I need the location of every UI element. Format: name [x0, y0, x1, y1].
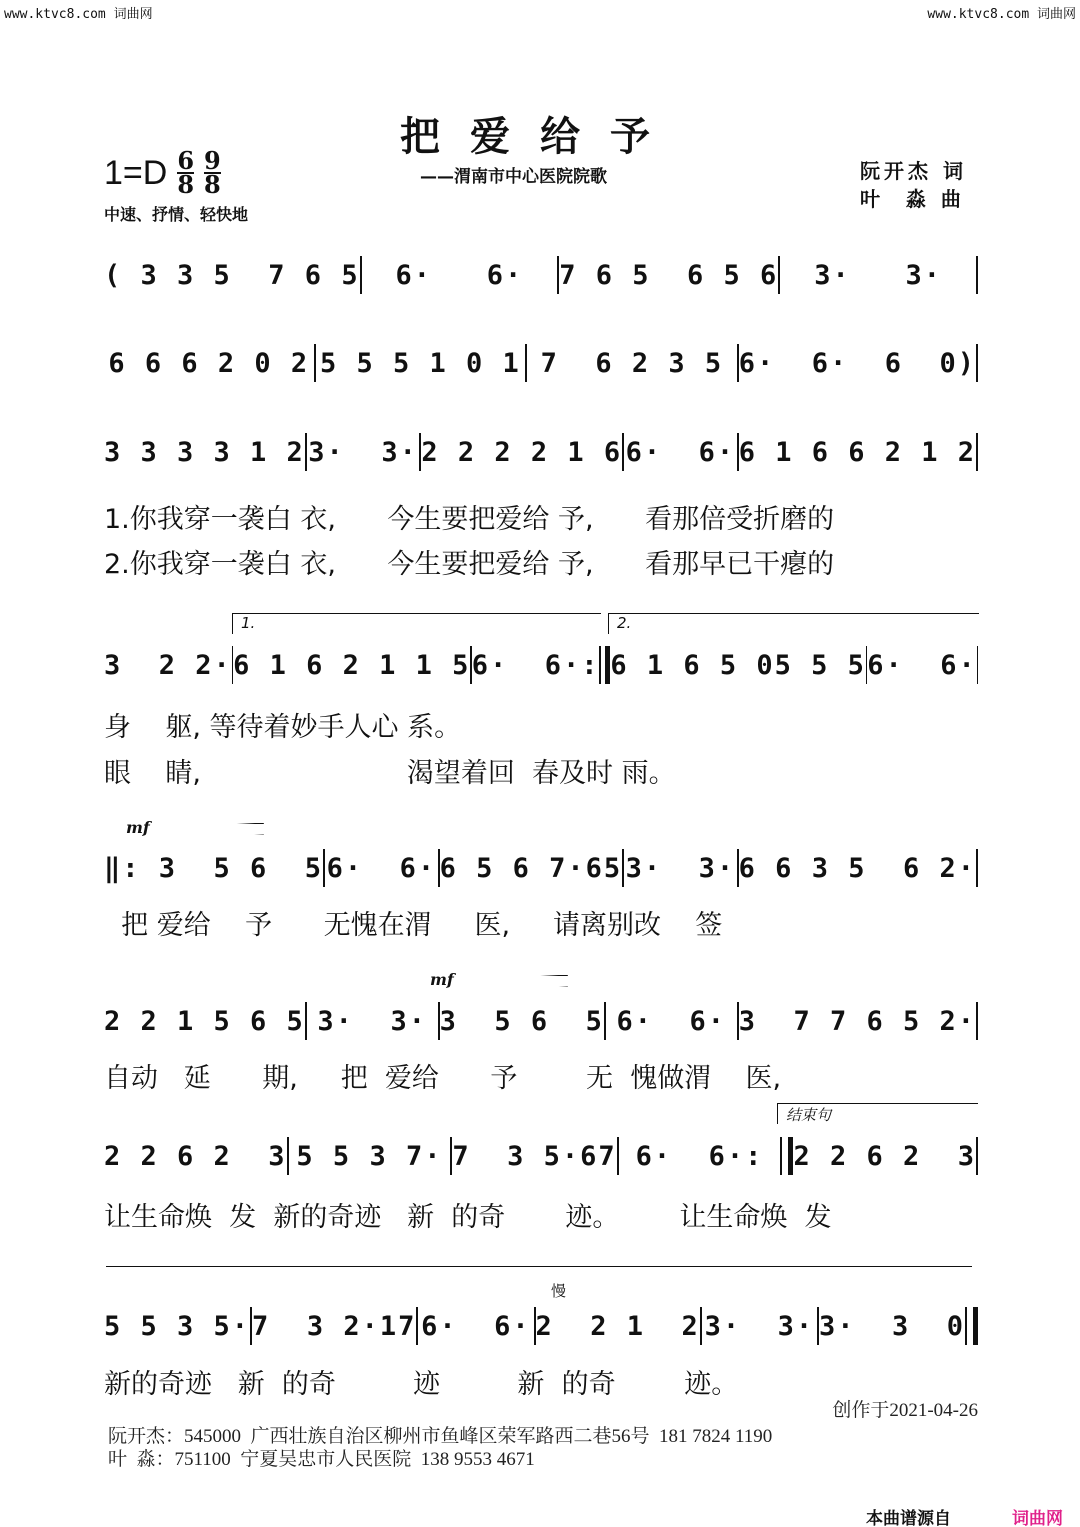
- double-barline: [780, 1137, 793, 1175]
- barline: [976, 433, 978, 471]
- measure: 6 5 6 7·65: [439, 852, 623, 884]
- measure: 2 2 2 2 1 6: [421, 436, 623, 468]
- measure: 3· 3·: [317, 1005, 427, 1037]
- tempo-slow: 慢: [551, 1282, 567, 1300]
- contact-line: 叶 淼：751100 宁夏吴忠市人民医院 138 9553 4671: [108, 1449, 535, 1470]
- key-signature: [104, 146, 221, 199]
- measure: 3· 3·: [814, 259, 943, 291]
- ending-line: [106, 1266, 972, 1267]
- barline: [976, 344, 978, 382]
- lyric-line: 让生命焕 发 新的奇迹 新 的奇 迹。 让生命焕 发: [104, 1202, 832, 1233]
- staff-row: [104, 343, 978, 383]
- dynamic-mf-crescendo: mf: [430, 970, 568, 989]
- measure: 6 6 3 5 6 2·: [738, 852, 976, 884]
- lyric-line: 身 躯, 等待着妙手人心 系。: [104, 712, 462, 743]
- measure: 6· 6·: [326, 852, 437, 884]
- composer: 叶 淼 曲: [860, 187, 965, 211]
- measure: 3· 3·: [704, 1310, 815, 1342]
- tempo-marking: 中速、抒情、轻快地: [104, 205, 249, 224]
- measure: 6· 6·: [867, 649, 977, 681]
- measure: 6· 6·:: [471, 649, 600, 681]
- staff-row: [104, 255, 978, 295]
- measure: 6· 6·:: [635, 1140, 764, 1172]
- measure: 3· 3 0: [818, 1310, 965, 1342]
- measure: 7 6 5 6 5 6: [559, 259, 779, 291]
- lyricist: 阮开杰 词: [860, 159, 967, 183]
- measure: 3 2 2·: [104, 649, 232, 681]
- double-barline: [599, 646, 610, 684]
- measure: 3 7 7 6 5 2·: [738, 1005, 977, 1037]
- measure: 7 3 5·67: [452, 1140, 617, 1172]
- measure: 5 5 3 5·: [104, 1310, 251, 1342]
- measure: 3· 3·: [625, 852, 736, 884]
- double-barline: [965, 1307, 978, 1345]
- staff-row: [104, 1001, 978, 1041]
- measure: ( 3 3 5 7 6 5: [104, 259, 360, 291]
- measure: 2 2 1 5 6 5: [104, 1005, 305, 1037]
- staff-row: [104, 645, 978, 685]
- measure: 6 1 6 2 1 1 5: [233, 649, 471, 681]
- staff-row: [104, 848, 978, 888]
- dynamic-mf-crescendo: mf: [126, 818, 264, 837]
- lyric-line: 2.你我穿一袭白 衣, 今生要把爱给 予, 看那早已干瘪的: [104, 549, 835, 580]
- measure: 6· 6·: [625, 436, 736, 468]
- lyric-line: 把 爱给 予 无愧在渭 医, 请离别改 签: [104, 910, 723, 941]
- lyric-line: 眼 睛, 渴望着回 春及时 雨。: [104, 758, 676, 789]
- staff-row: [104, 1306, 978, 1346]
- lyric-line: 自动 延 期, 把 爱给 予 无 愧做渭 医,: [104, 1063, 782, 1094]
- measure: 3 5 6 5: [439, 1005, 604, 1037]
- measure: 6 6 6 2 0 2: [108, 347, 310, 379]
- staff-row: [104, 432, 978, 472]
- measure: 6· 6·: [616, 1005, 727, 1037]
- measure: 3· 3·: [308, 436, 418, 468]
- subtitle: ——渭南市中心医院院歌: [420, 167, 607, 187]
- lyric-line: 新的奇迹 新 的奇 迹 新 的奇 迹。: [104, 1369, 739, 1400]
- barline: [976, 1137, 978, 1175]
- ending-bracket: 结束句: [777, 1103, 978, 1124]
- measure: 2 2 6 2 3: [104, 1140, 287, 1172]
- volta-2: 2.: [608, 613, 979, 634]
- measure: 7 6 2 3 5: [540, 347, 724, 379]
- measure: 6 1 6 6 2 1 2: [738, 436, 977, 468]
- barline: [976, 849, 978, 887]
- measure: 5 5 3 7·: [296, 1140, 443, 1172]
- time-signature-1: $\frac{6}{8}$: [177, 146, 195, 199]
- song-title: 把爱给予: [400, 113, 680, 160]
- measure: 5 5 5 1 0 1: [319, 347, 521, 379]
- creation-date: 创作于2021-04-26: [832, 1400, 978, 1421]
- measure: 2 2 6 2 3: [793, 1140, 976, 1172]
- source-label: 本曲谱源自: [866, 1509, 951, 1527]
- time-signature-2: $\frac{9}{8}$: [204, 146, 221, 199]
- measure: 6· 6·: [421, 1310, 531, 1342]
- measure: 3 3 3 3 1 2: [104, 436, 305, 468]
- watermark-left: www.ktvc8.com 词曲网: [4, 7, 153, 22]
- measure: 2 2 1 2: [535, 1310, 700, 1342]
- contact-line: 阮开杰：545000 广西壮族自治区柳州市鱼峰区荣军路西二巷56号 181 7824 1190: [108, 1426, 773, 1447]
- measure: 6 1 6 5 05 5 5: [610, 649, 866, 681]
- measure: ‖: 3 5 6 5: [104, 852, 324, 884]
- barline: [977, 646, 978, 684]
- volta-1: 1.: [232, 613, 601, 634]
- measure: 6· 6·: [395, 259, 524, 291]
- measure: 7 3 2·17: [252, 1310, 417, 1342]
- barline: [976, 256, 978, 294]
- barline: [976, 1002, 978, 1040]
- staff-row: [104, 1136, 978, 1176]
- measure: 6· 6· 6 0): [738, 347, 977, 379]
- watermark-right: www.ktvc8.com 词曲网: [927, 7, 1076, 22]
- lyric-line: 1.你我穿一袭白 衣, 今生要把爱给 予, 看那倍受折磨的: [104, 504, 835, 535]
- source-site-link[interactable]: 词曲网: [1012, 1509, 1063, 1527]
- key: 1=D: [104, 153, 168, 192]
